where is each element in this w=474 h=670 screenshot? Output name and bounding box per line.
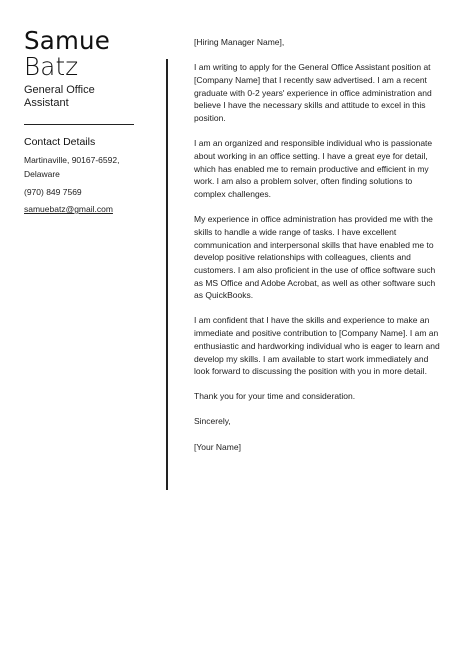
- sidebar: [24, 28, 136, 216]
- letter-paragraph: I am confident that I have the skills and experience to make an immediate and positive contribution to [Company Name]. I am an enthusiastic and hardworking individual who is eager to learn and develop my skills. I am available to start work immediately and look forward to discussing the position with you in more detail.: [194, 315, 440, 377]
- candidate-first-name: Samue: [24, 26, 111, 55]
- letter-paragraph: I am writing to apply for the General Office Assistant position at [Company Name] that I recently saw advertised. I am a recent graduate with 0-2 years' experience in office administration and believe I have the necessary skills and attitude to excel in this position.: [194, 62, 432, 124]
- contact-email-link[interactable]: samuebatz@gmail.com: [24, 204, 113, 214]
- sidebar-divider: [24, 124, 134, 125]
- letter-salutation: [Hiring Manager Name],: [194, 37, 285, 47]
- contact-phone: (970) 849 7569: [24, 187, 82, 197]
- candidate-last-name: Batz: [24, 52, 79, 81]
- letter-paragraph: My experience in office administration has provided me with the skills to handle a wide range of tasks. I have excellent communication and interpersonal skills that have enabled me to develop positive relationships with colleagues, clients and customers. I am also proficient in the use of office software such as MS Office and Adobe Acrobat, as well as other software such as QuickBooks.: [194, 214, 436, 301]
- job-title: General Office Assistant: [24, 84, 95, 109]
- vertical-divider: [166, 59, 168, 490]
- contact-address-line2: Delaware: [24, 169, 60, 179]
- letter-signature: [Your Name]: [194, 441, 241, 452]
- letter-paragraph: I am an organized and responsible individual who is passionate about working in an office setting. I have a great eye for detail, which has enabled me to remain productive and efficient in my work. I am also a problem solver, often finding solutions to complex challenges.: [194, 138, 433, 200]
- letter-paragraph: Thank you for your time and consideration.: [194, 391, 356, 402]
- letter-body: [194, 36, 446, 466]
- contact-address-line1: Martinaville, 90167-6592,: [24, 155, 120, 165]
- contact-heading: Contact Details: [24, 136, 96, 148]
- letter-closing: Sincerely,: [194, 416, 231, 427]
